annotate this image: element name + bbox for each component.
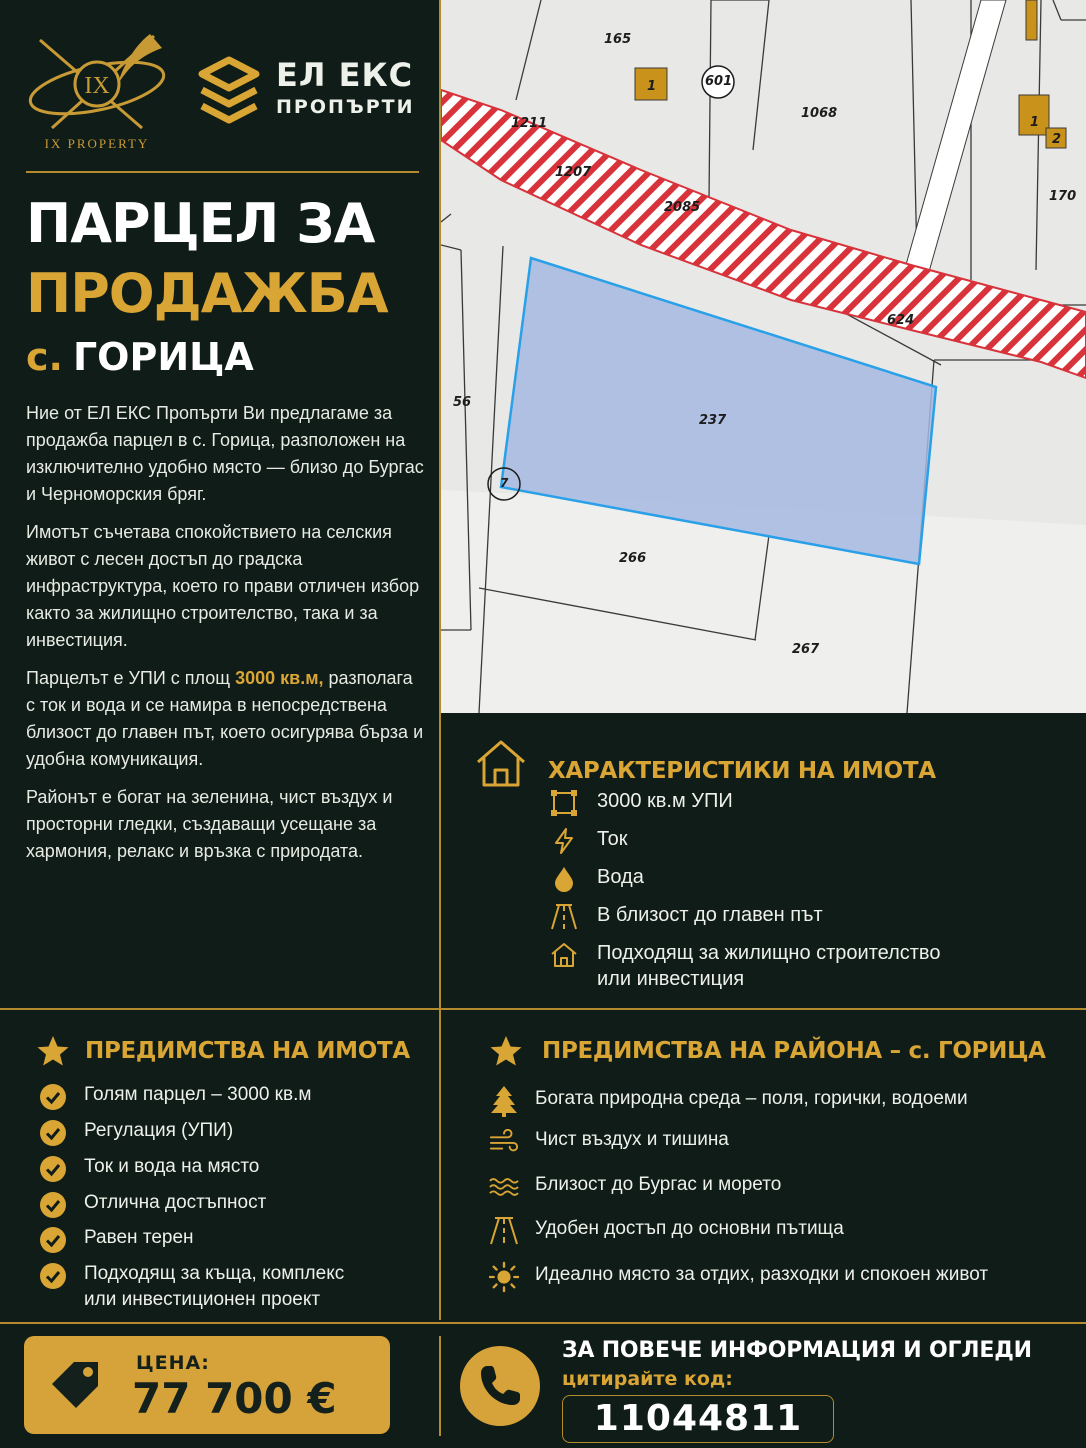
- village-name: ГОРИЦА: [72, 335, 254, 379]
- area-advantage-text: Близост до Бургас и морето: [535, 1174, 782, 1195]
- parcel-label: 624: [887, 313, 915, 328]
- building-label: 1: [1030, 115, 1040, 130]
- check-circle-icon: [39, 1191, 67, 1219]
- parcel-label: 2085: [664, 200, 701, 215]
- area-advantage-item: [489, 1172, 781, 1202]
- advantage-item: [38, 1154, 259, 1184]
- left-panel: [0, 0, 440, 1008]
- price-label: ЦЕНА:: [136, 1352, 210, 1374]
- characteristic-item: [549, 826, 628, 856]
- ix-logo-text: IX: [84, 73, 110, 99]
- listing-code[interactable]: 11044811: [562, 1395, 834, 1443]
- contact-heading: ЗА ПОВЕЧЕ ИНФОРМАЦИЯ И ОГЛЕДИ: [562, 1338, 1032, 1363]
- advantage-text: Ток и вода на място: [84, 1156, 260, 1177]
- el-eks-logo: [196, 52, 426, 132]
- check-circle-icon: [39, 1262, 67, 1290]
- el-eks-sub: ПРОПЪРТИ: [276, 96, 415, 118]
- characteristic-text: Подходящ за жилищно строителство или инвестиция: [597, 942, 941, 990]
- characteristic-item: [549, 940, 940, 992]
- advantage-text: Голям парцел – 3000 кв.м: [84, 1084, 312, 1105]
- check-circle-icon: [39, 1226, 67, 1254]
- price-value: 77 700 €: [132, 1374, 337, 1423]
- title-line-1: ПАРЦЕЛ ЗА: [26, 192, 375, 255]
- characteristic-item: [549, 788, 733, 818]
- description-paragraph-1: Ние от ЕЛ ЕКС Пропърти Ви предлагаме за продажба парцел в с. Горица, разположен на изключително удобно място — близо до Бургас и Черноморския бряг.: [26, 403, 424, 504]
- advantage-item: [38, 1225, 194, 1255]
- price-box: [24, 1336, 390, 1434]
- el-eks-name: ЕЛ ЕКС: [276, 56, 414, 94]
- characteristic-text: Ток: [597, 828, 628, 850]
- building-label: 2: [1052, 132, 1062, 147]
- advantage-text: Равен терен: [84, 1227, 194, 1248]
- area-advantages-section: [441, 1010, 1086, 1320]
- ix-property-logo: [22, 28, 172, 156]
- area-advantage-text: Богата природна среда – поля, горички, водоеми: [535, 1088, 968, 1109]
- area-advantage-item: [489, 1216, 844, 1246]
- characteristic-text: В близост до главен път: [597, 904, 823, 926]
- ix-tagline: IX PROPERTY: [44, 136, 150, 151]
- phone-button[interactable]: [460, 1346, 540, 1426]
- area-square-icon: [551, 790, 577, 816]
- area-advantage-item: [489, 1127, 729, 1157]
- horizontal-divider: [0, 1322, 1086, 1324]
- wind-icon: [489, 1129, 519, 1155]
- check-circle-icon: [39, 1119, 67, 1147]
- advantage-item: [38, 1118, 233, 1148]
- road-icon: [489, 1217, 519, 1245]
- property-advantages-heading: ПРЕДИМСТВА НА ИМОТА: [85, 1038, 410, 1064]
- area-advantage-item: [489, 1262, 988, 1292]
- description-paragraph-2: Имотът съчетава спокойствието на селския живот с лесен достъп до градска инфраструктура, което го прави отличен избор както за жилищно строителство, така и за инвестиция.: [26, 522, 420, 650]
- road-icon: [550, 904, 578, 930]
- characteristic-item: [549, 864, 644, 894]
- parcel-label: 1068: [801, 106, 838, 121]
- building: [1026, 0, 1037, 40]
- area-advantage-item: [489, 1086, 968, 1116]
- description: [26, 400, 426, 876]
- area-highlight: 3000 кв.м,: [235, 668, 324, 688]
- characteristics-heading: ХАРАКТЕРИСТИКИ НА ИМОТА: [548, 758, 936, 784]
- star-icon: [36, 1034, 70, 1068]
- parcel-label: 7: [500, 476, 509, 490]
- description-paragraph-3: Парцелът е УПИ с площ 3000 кв.м, разполага с ток и вода и се намира в непосредствена близост до главен път, което осигурява бърза и удобна комуникация.: [26, 668, 424, 769]
- description-paragraph-4: Районът е богат на зеленина, чист въздух и просторни гледки, създаващи усещане за хармония, релакс и връзка с природата.: [26, 787, 393, 861]
- star-icon: [489, 1034, 523, 1068]
- advantage-text: Регулация (УПИ): [84, 1120, 234, 1141]
- phone-icon: [460, 1346, 540, 1426]
- lightning-icon: [551, 828, 577, 854]
- advantage-text: Подходящ за къща, комплекс или инвестиционен проект: [84, 1263, 345, 1310]
- characteristic-text: Вода: [597, 866, 644, 888]
- parcel-label: 56: [453, 395, 472, 410]
- parcel-label: 266: [619, 551, 647, 566]
- check-circle-icon: [39, 1155, 67, 1183]
- parcel-label: 1211: [511, 116, 548, 131]
- check-circle-icon: [39, 1083, 67, 1111]
- area-advantage-text: Чист въздух и тишина: [535, 1129, 729, 1150]
- advantage-item: [38, 1082, 311, 1112]
- vertical-divider: [439, 1336, 441, 1436]
- advantage-text: Отлична достъпност: [84, 1192, 267, 1213]
- house-icon: [550, 942, 578, 968]
- parcel-label: 170: [1049, 189, 1077, 204]
- parcel-label: 1207: [555, 165, 592, 180]
- cadastral-map: [441, 0, 1086, 713]
- contact-subheading: цитирайте код:: [562, 1368, 733, 1390]
- advantage-item: [38, 1261, 344, 1313]
- tree-icon: [490, 1085, 518, 1117]
- characteristics-section: [441, 714, 1086, 1008]
- village-prefix: с.: [26, 335, 63, 379]
- area-advantage-text: Удобен достъп до основни пътища: [535, 1218, 844, 1239]
- parcel-label: 601: [705, 74, 733, 89]
- advantage-item: [38, 1190, 266, 1220]
- sun-icon: [489, 1261, 519, 1293]
- property-advantages-section: [0, 1010, 440, 1320]
- water-drop-icon: [551, 866, 577, 892]
- village-title: [26, 334, 254, 380]
- area-advantage-text: Идеално място за отдих, разходки и спокоен живот: [535, 1264, 989, 1285]
- sea-waves-icon: [489, 1174, 519, 1200]
- divider: [26, 171, 419, 173]
- parcel-label-selected: 237: [699, 413, 727, 428]
- price-tag-icon: [46, 1356, 104, 1414]
- title-line-2: ПРОДАЖБА: [26, 262, 388, 325]
- characteristic-text: 3000 кв.м УПИ: [597, 790, 733, 812]
- characteristic-item: [549, 902, 823, 932]
- parcel-label: 165: [604, 32, 632, 47]
- parcel-label: 267: [792, 642, 820, 657]
- area-advantages-heading: ПРЕДИМСТВА НА РАЙОНА – с. ГОРИЦА: [542, 1038, 1046, 1064]
- house-icon: [475, 738, 527, 788]
- building-label: 1: [647, 79, 657, 94]
- map-drawing: [441, 0, 1086, 713]
